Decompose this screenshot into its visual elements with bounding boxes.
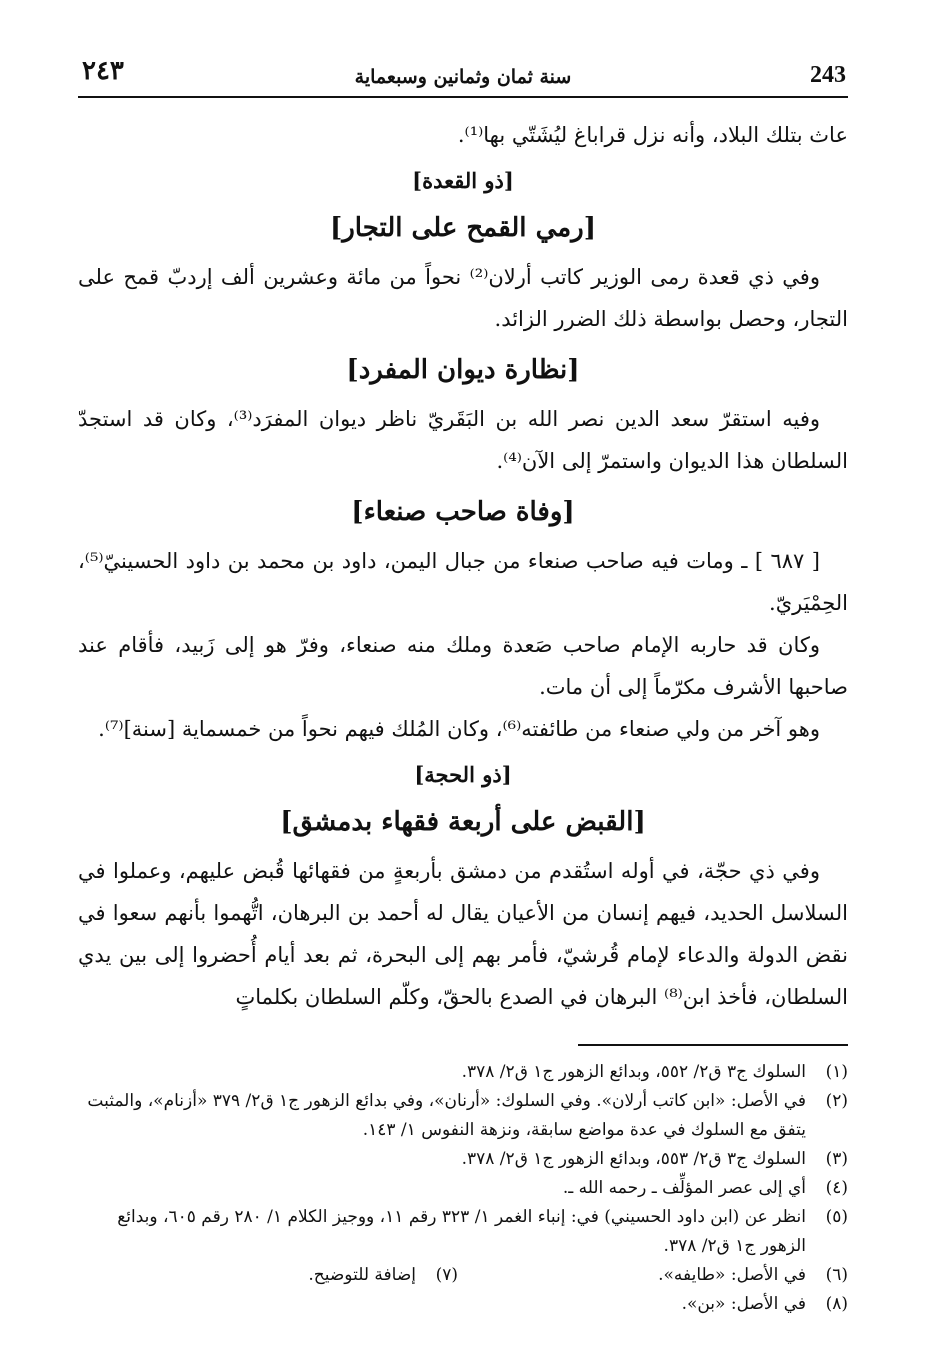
footnote-number: (٥) <box>825 1207 848 1227</box>
footnote-text: في الأصل: «ابن كاتب أرلان». وفي السلوك: «أرنان»، وفي بدائع الزهور ج١ ق٢/ ٣٧٩ «أزنام»، والمثبت يتفق مع السلوك في عدة مواضع سابقة، ونزهة النفوس ١/ ١٤٣. <box>87 1091 806 1140</box>
footnote-number: (٢) <box>825 1091 848 1111</box>
running-title: سنة ثمان وثمانين وسبعماية <box>354 66 572 88</box>
footnote-1 <box>78 1058 848 1087</box>
footnote-row-6-7 <box>78 1261 848 1290</box>
arrest-paragraph: وفي ذي حجّة، في أوله استُقدم من دمشق بأربعةٍ من فقهائها قُبض عليهم، وعملوا في السلاسل الحديد، فيهم إنسان من الأعيان يقال له أحمد بن البرهان، اتُّهموا بأنهم سعوا في نقض الدولة والدعاء لإمام قُرشيّ، فأمر بهم إلى البحرة، ثم بعد أيام أُحضروا إلى بين يدي السلطان، فأخذ ابن⁽⁸⁾ البرهان في الصدع بالحقّ، وكلّم السلطان بكلماتٍ <box>78 859 848 1009</box>
sanaa-paragraph-3: وهو آخر من ولي صنعاء من طائفته⁽⁶⁾، وكان المُلك فيهم نحواً من خمسماية [سنة]⁽⁷⁾. <box>98 717 820 741</box>
footnote-4 <box>78 1174 848 1203</box>
footnote-text: انظر عن (ابن داود الحسيني) في: إنباء الغمر ١/ ٣٢٣ رقم ١١، ووجيز الكلام ١/ ٢٨٠ رقم ٦٠٥، وبدائع الزهور ج١ ق٢/ ٣٧٨. <box>117 1207 806 1256</box>
footnotes <box>78 1058 848 1319</box>
section-heading-arrest: [القبض على أربعة فقهاء بدمشق] <box>280 807 646 837</box>
footnote-text: أي إلى عصر المؤلِّف ـ رحمه الله ـ. <box>562 1178 806 1198</box>
footnote-2 <box>78 1087 848 1145</box>
footnote-number: (٤) <box>825 1178 848 1198</box>
footnote-number: (١) <box>825 1062 848 1082</box>
footnote-text: السلوك ج٣ ق٢/ ٥٥٣، وبدائع الزهور ج١ ق٢/ ٣٧٨. <box>461 1149 806 1169</box>
footnote-3 <box>78 1145 848 1174</box>
section-heading-diwan: [نظارة ديوان المفرد] <box>346 355 580 385</box>
footnote-number: (٨) <box>825 1294 848 1314</box>
footnote-text: السلوك ج٣ ق٢/ ٥٥٢، وبدائع الزهور ج١ ق٢/ ٣٧٨. <box>461 1062 806 1082</box>
footnote-text: في الأصل: «بن». <box>681 1294 806 1314</box>
footnote-5 <box>78 1203 848 1261</box>
page-number-arabic: ٢٤٣ <box>82 56 124 86</box>
footnote-7 <box>308 1261 458 1290</box>
intro-paragraph: عاث بتلك البلاد، وأنه نزل قراباغ ليُشَتّي بها⁽¹⁾. <box>457 123 848 147</box>
month-heading-dhu-alqada: [ذو القعدة] <box>412 168 514 193</box>
footnote-number: (٧) <box>435 1265 458 1285</box>
diwan-paragraph: وفيه استقرّ سعد الدين نصر الله بن البَقَريّ ناظر ديوان المفرَد⁽³⁾، وكان قد استجدّ السلطان هذا الديوان واستمرّ إلى الآن⁽⁴⁾. <box>78 407 848 473</box>
footnote-text: إضافة للتوضيح. <box>308 1265 416 1285</box>
book-page <box>78 52 848 1322</box>
section-heading-wheat: [رمي القمح على التجار] <box>329 213 597 243</box>
footnote-number: (٣) <box>825 1149 848 1169</box>
footnote-8 <box>78 1290 848 1319</box>
section-heading-sanaa: [وفاة صاحب صنعاء] <box>351 497 575 527</box>
page-header <box>78 52 848 98</box>
wheat-paragraph: وفي ذي قعدة رمى الوزير كاتب أرلان⁽²⁾ نحواً من مائة وعشرين ألف إردبّ قمح على التجار، وحصل بواسطة ذلك الضرر الزائد. <box>78 265 848 331</box>
footnote-number: (٦) <box>825 1265 848 1285</box>
page-number-latin: 243 <box>810 62 846 88</box>
sanaa-paragraph-1: [ ٦٨٧ ] ـ ومات فيه صاحب صنعاء من جبال اليمن، داود بن محمد بن داود الحسينيّ⁽⁵⁾، الحِمْيَريّ. <box>78 549 848 615</box>
month-heading-dhu-alhijja: [ذو الحجة] <box>414 762 512 787</box>
sanaa-paragraph-2: وكان قد حاربه الإمام صاحب صَعدة وملك منه صنعاء، وفرّ هو إلى زَبيد، فأقام عند صاحبها الأشرف مكرّماً إلى أن مات. <box>78 633 848 699</box>
footnote-text: في الأصل: «طايفه». <box>658 1265 806 1285</box>
footnote-6 <box>458 1261 848 1290</box>
footnote-separator <box>578 1044 848 1046</box>
